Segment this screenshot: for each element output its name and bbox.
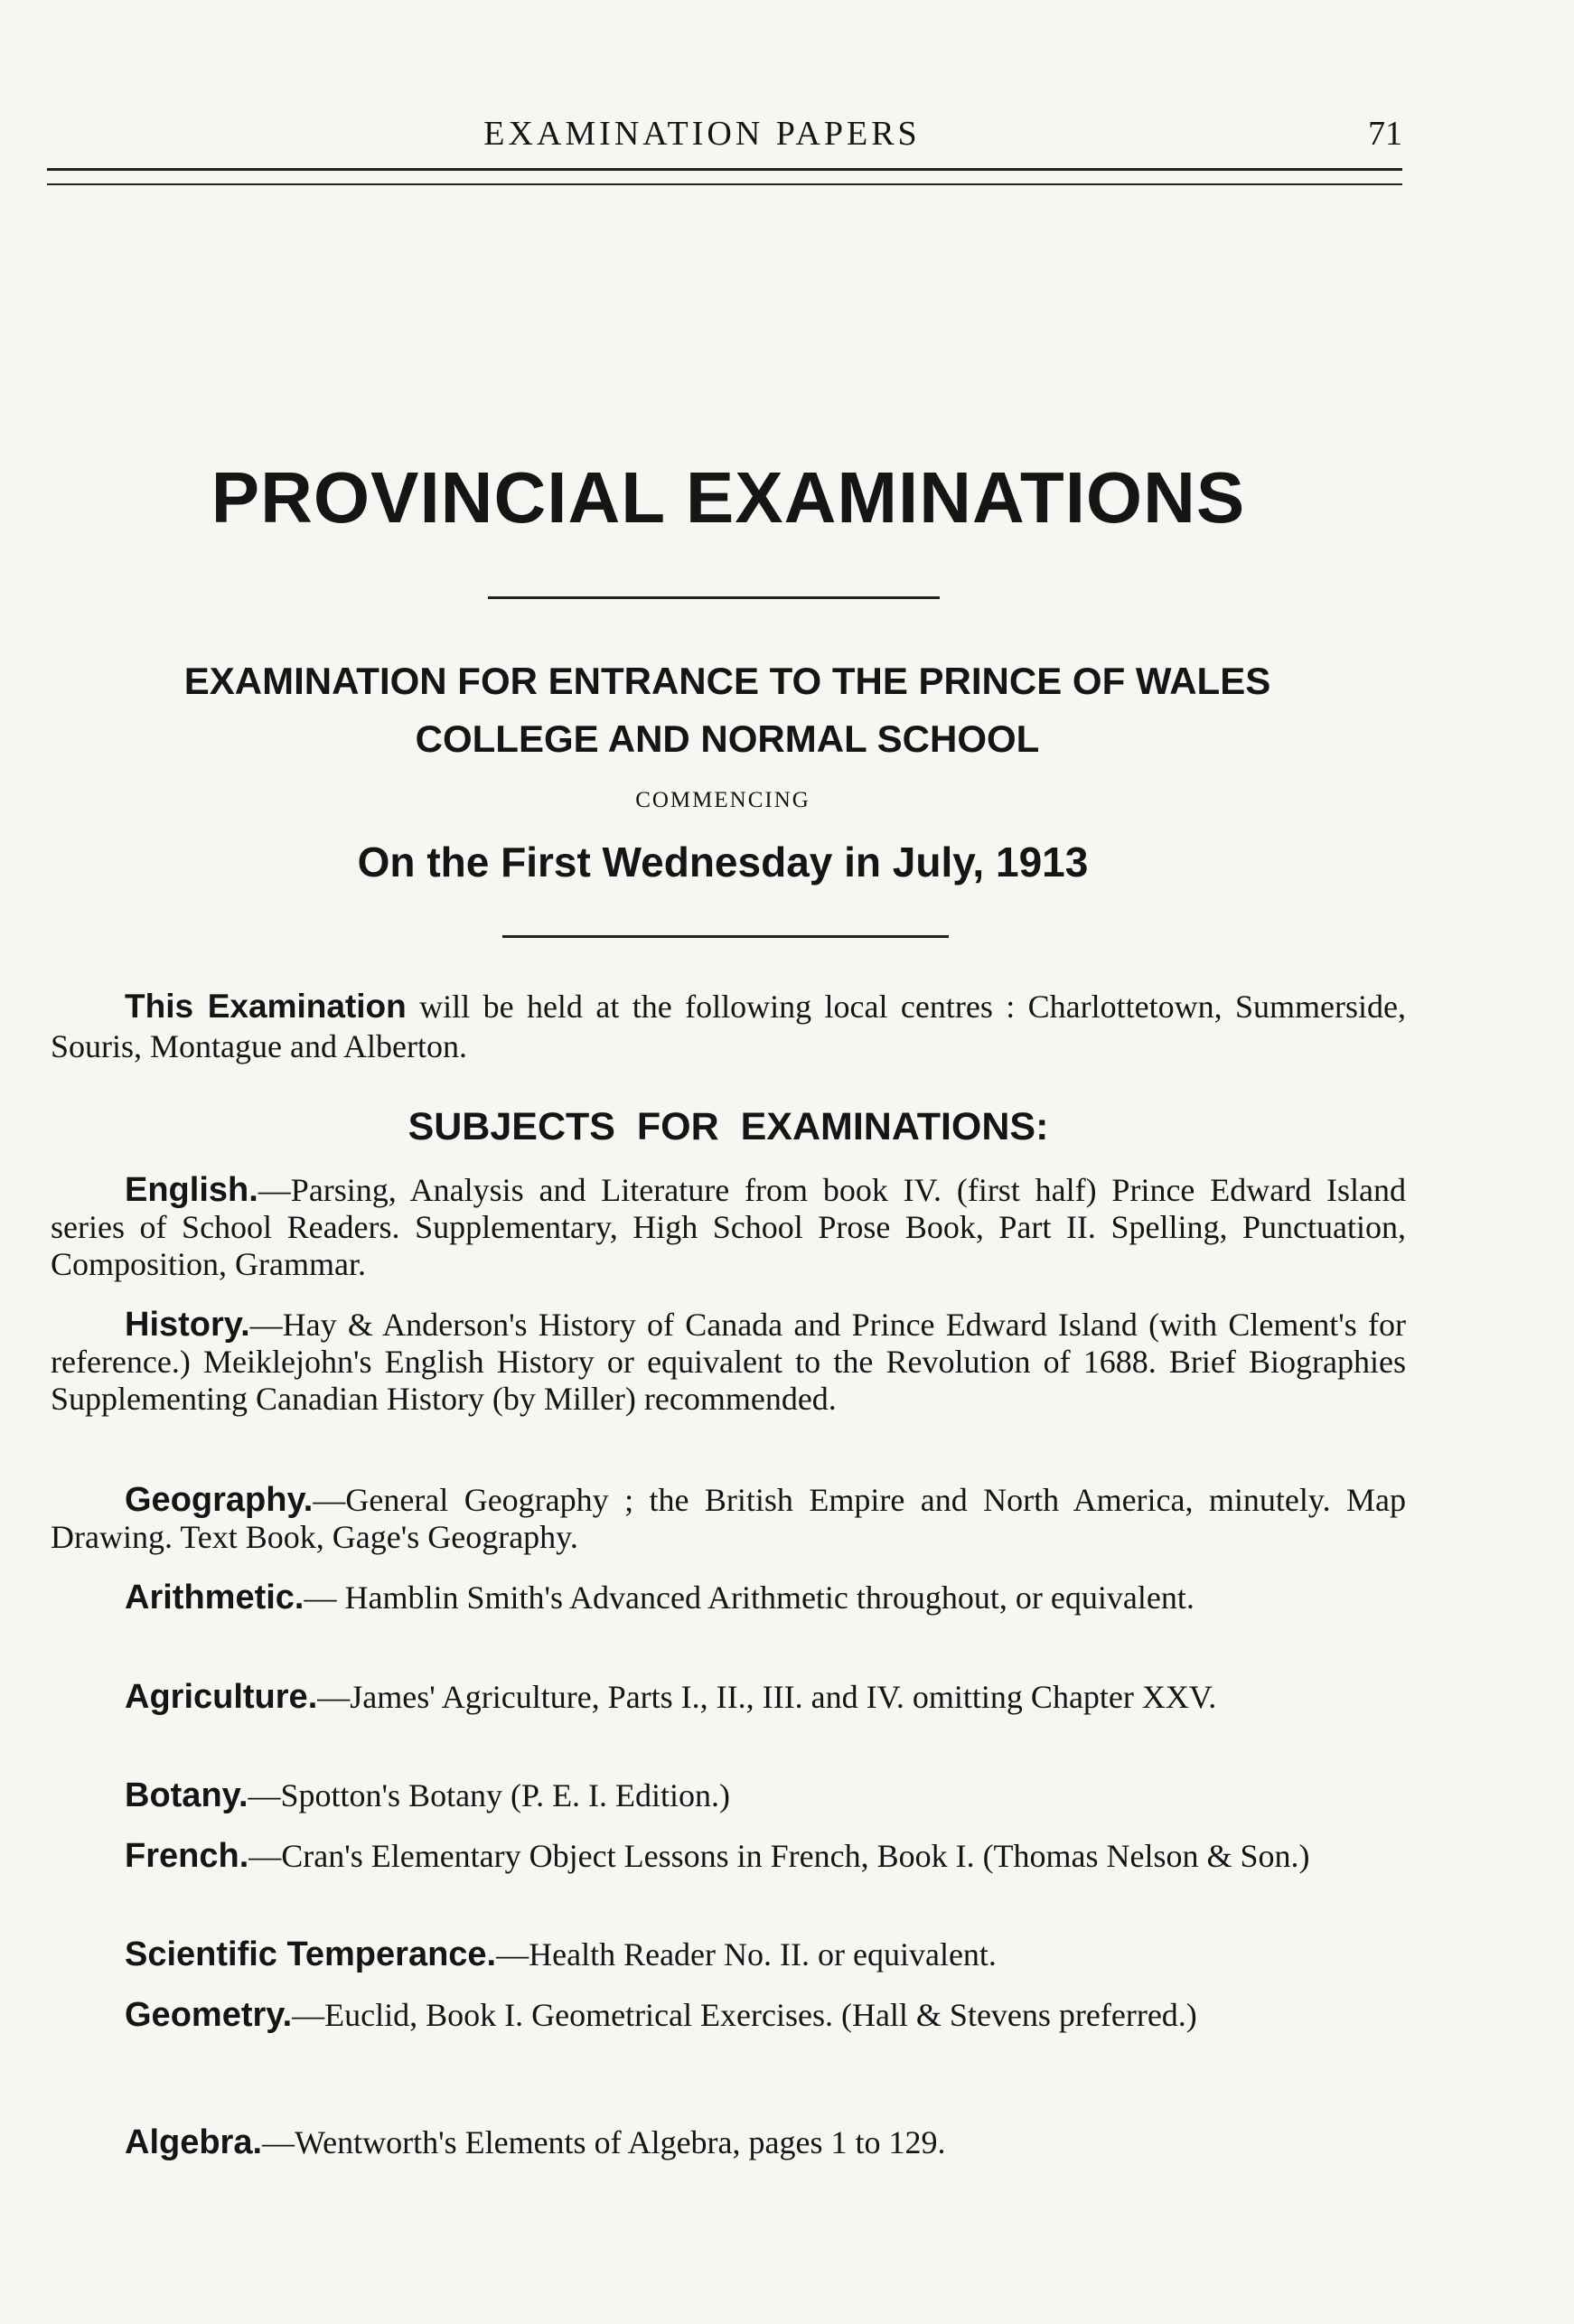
subject-text: —James' Agriculture, Parts I., II., III. and IV. omitting Chapter XXV. [317, 1679, 1217, 1715]
running-head [47, 108, 1402, 163]
subject-name: English. [125, 1171, 258, 1209]
subject-english [51, 1172, 1406, 1283]
subject-arithmetic [51, 1579, 1406, 1616]
date-line: On the First Wednesday in July, 1913 [357, 839, 1089, 886]
subject-name: Botany. [125, 1776, 248, 1814]
intro-lead: This Examination [125, 988, 407, 1025]
intro-text: will be held at the following local centres : Charlottetown, Summerside, Souris, Montague and Alberton. [51, 989, 1406, 1064]
subject-text: —Hay & Anderson's History of Canada and Prince Edward Island (with Clement's for reference.) Meiklejohn's English History or equivalent to the Revolution of 1688. Brief Biographies Supplementing Canadian History (by Miller) recommended. [51, 1307, 1406, 1417]
subject-text: — Hamblin Smith's Advanced Arithmetic throughout, or equivalent. [304, 1579, 1195, 1616]
subject-name: History. [125, 1306, 250, 1344]
title-divider [488, 596, 940, 599]
subject-name: French. [125, 1837, 249, 1875]
subject-text: —Health Reader No. II. or equivalent. [496, 1936, 997, 1973]
subject-name: Arithmetic. [125, 1579, 304, 1616]
subject-name: Scientific Temperance. [125, 1935, 497, 1973]
subject-botany [51, 1777, 1406, 1814]
subject-geography [51, 1482, 1406, 1556]
page-number: 71 [1368, 115, 1402, 153]
subject-algebra [51, 2124, 1406, 2161]
subject-name: Geography. [125, 1481, 314, 1519]
subject-name: Algebra. [125, 2123, 263, 2161]
subject-name: Geometry. [125, 1996, 293, 2034]
running-title: EXAMINATION PAPERS [483, 115, 921, 153]
sub-title-line-2: COLLEGE AND NORMAL SCHOOL [415, 717, 1040, 760]
commencing-label: COMMENCING [635, 788, 810, 812]
subject-text: —Euclid, Book I. Geometrical Exercises. (Hall & Stevens preferred.) [292, 1997, 1197, 2033]
subject-agriculture [51, 1679, 1406, 1716]
subject-text: —Parsing, Analysis and Literature from book IV. (first half) Prince Edward Island series of School Readers. Supplementary, High School Prose Book, Part II. Spelling, Punctuation, Composition, Grammar. [51, 1172, 1406, 1282]
subject-text: —Wentworth's Elements of Algebra, pages 1 to 129. [262, 2124, 946, 2160]
date-divider [502, 935, 949, 938]
subject-french [51, 1838, 1406, 1875]
subject-text: —Spotton's Botany (P. E. I. Edition.) [248, 1777, 731, 1813]
subject-text: —Cran's Elementary Object Lessons in French, Book I. (Thomas Nelson & Son.) [248, 1838, 1310, 1874]
sub-title [54, 652, 1401, 768]
subjects-heading: SUBJECTS FOR EXAMINATIONS: [408, 1105, 1049, 1148]
intro-paragraph [51, 987, 1406, 1066]
subject-history [51, 1307, 1406, 1418]
subject-name: Agriculture. [125, 1678, 318, 1716]
subject-text: —General Geography ; the British Empire and North America, minutely. Map Drawing. Text Book, Gage's Geography. [51, 1482, 1406, 1555]
main-title: PROVINCIAL EXAMINATIONS [211, 457, 1246, 538]
sub-title-line-1: EXAMINATION FOR ENTRANCE TO THE PRINCE OF WALES [183, 660, 1271, 702]
subject-scientific-temperance [51, 1936, 1406, 1973]
header-double-rule [47, 168, 1402, 185]
subject-geometry [51, 1997, 1406, 2034]
